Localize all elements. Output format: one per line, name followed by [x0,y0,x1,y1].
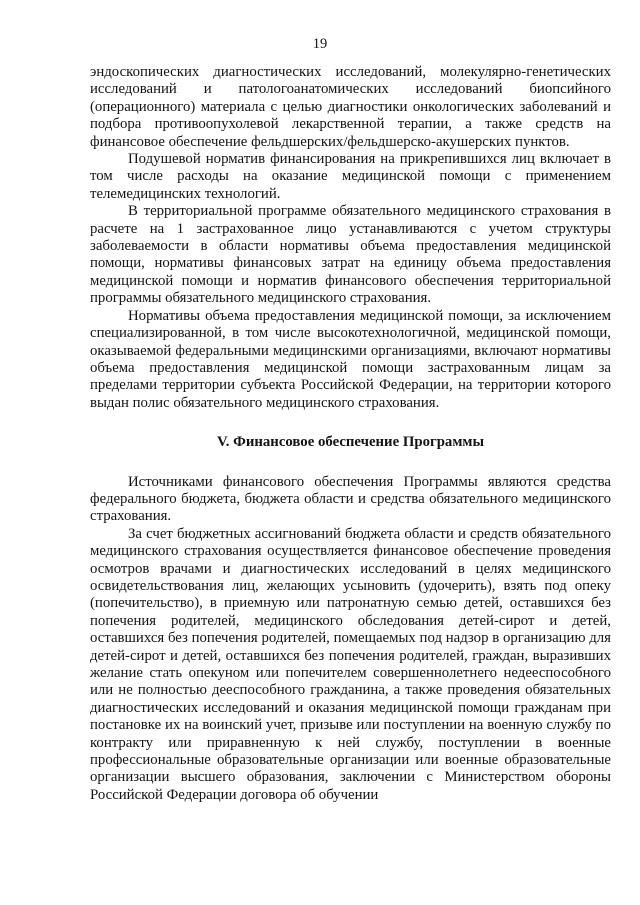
paragraph: В территориальной программе обязательного медицинского страхования в расчете на 1 застрахованное лицо устанавливаются с учетом структуры заболеваемости в области нормативы объема предоставления медицинской помощи, нормативы финансовых затрат на единицу объема предоставления медицинской помощи и норматив финансового обеспечения территориальной программы обязательного медицинского страхования. [90,203,611,307]
paragraph: За счет бюджетных ассигнований бюджета области и средств обязательного медицинского страхования осуществляется финансовое обеспечение проведения осмотров врачами и диагностических исследований в целях медицинского освидетельствования лиц, желающих усыновить (удочерить), взять под опеку (попечительство), в приемную или патронатную семью детей, оставшихся без попечения родителей, медицинского обследования детей-сирот и детей, оставшихся без попечения родителей, помещаемых под надзор в организацию для детей-сирот и детей, оставшихся без попечения родителей, граждан, выразивших желание стать опекуном или попечителем совершеннолетнего недееспособного или не полностью дееспособного гражданина, а также проведения обязательных диагностических исследований и оказания медицинской помощи гражданам при постановке их на воинский учет, призыве или поступлении на военную службу по контракту или приравненную к ней службу, поступлении в военные профессиональные образовательные организации или военные образовательные организации высшего образования, заключении с Министерством обороны Российской Федерации договора об обучении [90,525,611,803]
paragraph: Нормативы объема предоставления медицинской помощи, за исключением специализированной, в том числе высокотехнологичной, медицинской помощи, оказываемой федеральными медицинскими организациями, включают нормативы объема предоставления медицинской помощи застрахованным лицам за пределами территории субъекта Российской Федерации, на территории которого выдан полис обязательного медицинского страхования. [90,307,611,411]
paragraph: Источниками финансового обеспечения Программы являются средства федерального бюджета, бюджета области и средства обязательного медицинского страхования. [90,473,611,525]
section-heading: V. Финансовое обеспечение Программы [216,434,485,451]
paragraph: эндоскопических диагностических исследований, молекулярно-генетических исследований и патологоанатомических исследований биопсийного (операционного) материала с целью диагностики онкологических заболеваний и подбора противоопухолевой лекарственной терапии, а также средств на финансовое обеспечение фельдшерских/фельдшерско-акушерских пунктов. [90,64,611,150]
page-number: 19 [312,36,328,52]
paragraph: Подушевой норматив финансирования на прикрепившихся лиц включает в том числе расходы на оказание медицинской помощи с применением телемедицинских технологий. [90,151,611,202]
document-body [90,64,611,804]
